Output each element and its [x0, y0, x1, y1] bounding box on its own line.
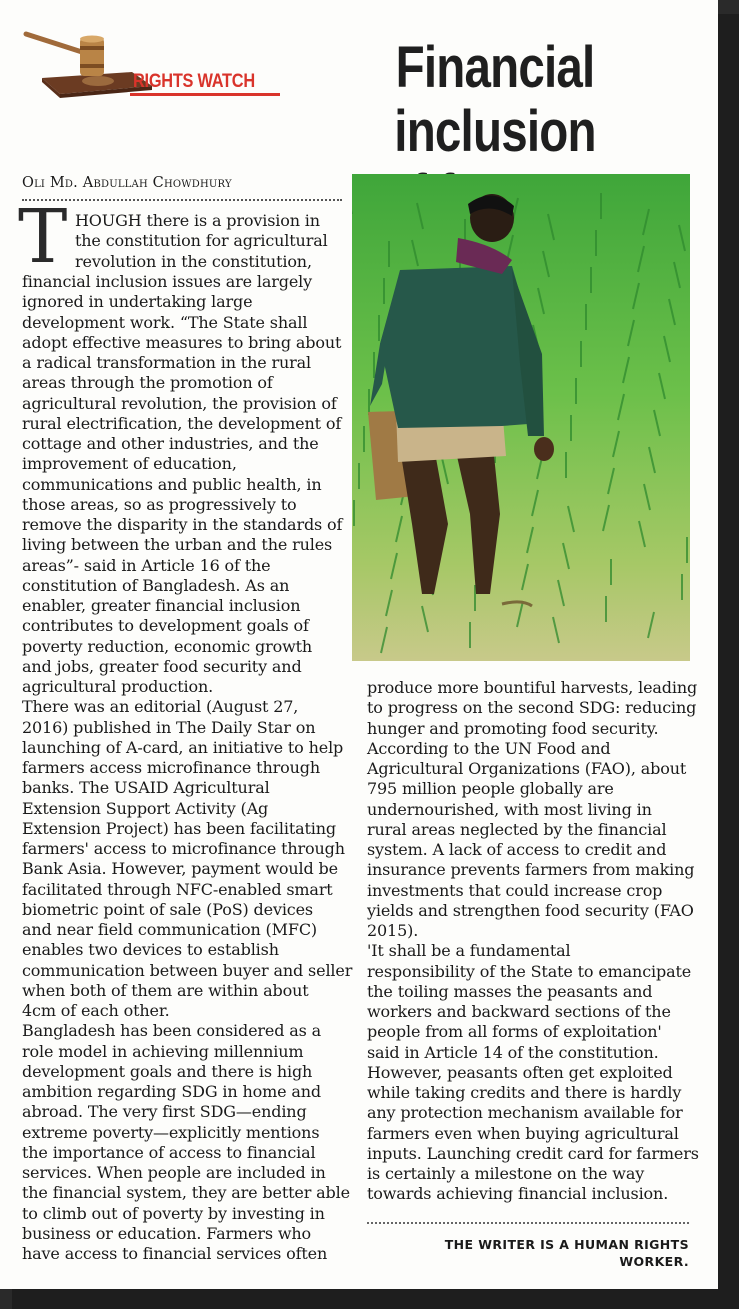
- text-line: people from all forms of exploitation': [367, 1022, 662, 1042]
- text-line: enabler, greater financial inclusion: [22, 596, 301, 615]
- text-line: HOUGH there is a provision in: [75, 211, 320, 230]
- text-line: poverty reduction, economic growth: [22, 636, 313, 656]
- text-line: responsibility of the State to emancipate: [367, 961, 692, 981]
- text-line: Agricultural Organizations (FAO), about: [367, 759, 687, 778]
- text-line: the toiling masses the peasants and: [367, 981, 653, 1001]
- text-line: development work. “The State shall: [22, 312, 308, 332]
- text-line: agricultural production.: [22, 677, 214, 696]
- text-line: have access to financial services often: [22, 1244, 328, 1263]
- page-shadow: [718, 14, 739, 1309]
- text-line: towards achieving financial inclusion.: [367, 1184, 669, 1204]
- text-line: banks. The USAID Agricultural: [22, 778, 270, 798]
- author-note-line: THE WRITER IS A HUMAN RIGHTS: [444, 1237, 689, 1252]
- text-line: ignored in undertaking large: [22, 292, 253, 312]
- text-line: 4cm of each other.: [22, 1001, 170, 1020]
- text-line: facilitated through NFC-enabled smart: [22, 879, 333, 899]
- text-line: biometric point of sale (PoS) devices: [22, 899, 313, 919]
- drop-cap: T: [18, 194, 68, 280]
- text-line: hunger and promoting food security.: [367, 718, 659, 738]
- byline: Oli Md. Abdullah Chowdhury: [22, 175, 232, 191]
- text-line: cottage and other industries, and the: [22, 434, 319, 453]
- text-line: a radical transformation in the rural: [22, 353, 311, 372]
- text-line: when both of them are within about: [22, 980, 309, 1000]
- text-line: the constitution for agricultural: [75, 231, 328, 251]
- text-line: Extension Support Activity (Ag: [22, 798, 269, 818]
- text-line: However, peasants often get exploited: [367, 1062, 673, 1082]
- text-line: areas”- said in Article 16 of the: [22, 555, 271, 575]
- text-line: inputs. Launching credit card for farmers: [367, 1143, 699, 1163]
- text-line: Bank Asia. However, payment would be: [22, 859, 338, 879]
- page-shadow: [12, 1289, 739, 1309]
- text-line: to progress on the second SDG: reducing: [367, 698, 697, 718]
- text-line: contributes to development goals of: [22, 616, 309, 636]
- text-line: business or education. Farmers who: [22, 1223, 312, 1243]
- column-2-body: [367, 678, 699, 1205]
- text-line: yields and strengthen food security (FAO: [367, 900, 694, 920]
- text-line: abroad. The very first SDG—ending: [22, 1102, 307, 1122]
- text-line: There was an editorial (August 27,: [22, 697, 299, 717]
- text-line: communication between buyer and seller: [22, 960, 353, 980]
- farmer-photo: [352, 174, 690, 661]
- text-line: produce more bountiful harvests, leading: [367, 678, 698, 697]
- text-line: improvement of education,: [22, 454, 237, 474]
- text-line: farmers even when buying agricultural: [367, 1123, 679, 1143]
- text-line: rural electrification, the development of: [22, 413, 342, 433]
- text-line: while taking credits and there is hardly: [367, 1083, 682, 1102]
- text-line: adopt effective measures to bring about: [22, 332, 342, 352]
- text-line: said in Article 14 of the constitution.: [367, 1042, 659, 1062]
- text-line: Bangladesh has been considered as a: [22, 1021, 322, 1041]
- section-label: RIGHTS WATCH: [133, 71, 255, 92]
- text-line: 795 million people globally are: [367, 779, 614, 799]
- text-line: launching of A-card, an initiative to help: [22, 737, 344, 757]
- text-line: 2015).: [367, 921, 419, 940]
- text-line: services. When people are included in: [22, 1163, 326, 1182]
- text-line: system. A lack of access to credit and: [367, 840, 667, 859]
- author-note: [389, 1236, 689, 1270]
- author-note-line: WORKER.: [619, 1254, 689, 1269]
- text-line: is certainly a milestone on the way: [367, 1164, 645, 1183]
- text-line: areas through the promotion of: [22, 373, 273, 393]
- column-1-intro: [75, 211, 328, 272]
- text-line: the financial system, they are better able: [22, 1183, 350, 1203]
- text-line: According to the UN Food and: [367, 738, 611, 758]
- text-line: constitution of Bangladesh. As an: [22, 575, 290, 595]
- text-line: any protection mechanism available for: [367, 1103, 683, 1123]
- text-line: and near field communication (MFC): [22, 920, 318, 939]
- text-line: to climb out of poverty by investing in: [22, 1203, 325, 1223]
- article-end-divider: [367, 1222, 689, 1224]
- text-line: investments that could increase crop: [367, 880, 663, 900]
- text-line: rural areas neglected by the financial: [367, 819, 667, 839]
- text-line: Extension Project) has been facilitating: [22, 818, 337, 838]
- headline-line: Financial inclusion: [394, 35, 596, 164]
- text-line: those areas, so as progressively to: [22, 494, 297, 514]
- text-line: workers and backward sections of the: [367, 1002, 671, 1021]
- text-line: and jobs, greater food security and: [22, 656, 302, 676]
- text-line: enables two devices to establish: [22, 940, 279, 960]
- text-line: living between the urban and the rules: [22, 535, 333, 555]
- column-1-body: [22, 272, 352, 1264]
- text-line: agricultural revolution, the provision of: [22, 393, 337, 413]
- text-line: remove the disparity in the standards of: [22, 515, 343, 534]
- section-underline: [130, 93, 280, 96]
- text-line: role model in achieving millennium: [22, 1041, 304, 1061]
- text-line: 'It shall be a fundamental: [367, 941, 571, 961]
- text-line: communications and public health, in: [22, 474, 322, 494]
- text-line: financial inclusion issues are largely: [22, 272, 312, 291]
- byline-divider: [22, 199, 342, 201]
- text-line: development goals and there is high: [22, 1061, 313, 1081]
- text-line: 2016) published in The Daily Star on: [22, 717, 316, 737]
- text-line: farmers' access to microfinance through: [22, 839, 345, 858]
- text-line: undernourished, with most living in: [367, 799, 652, 819]
- text-line: ambition regarding SDG in home and: [22, 1082, 321, 1101]
- text-line: insurance prevents farmers from making: [367, 860, 695, 880]
- text-line: revolution in the constitution,: [75, 251, 312, 271]
- text-line: extreme poverty—explicitly mentions: [22, 1122, 320, 1142]
- text-line: farmers access microfinance through: [22, 758, 320, 777]
- text-line: the importance of access to financial: [22, 1142, 316, 1162]
